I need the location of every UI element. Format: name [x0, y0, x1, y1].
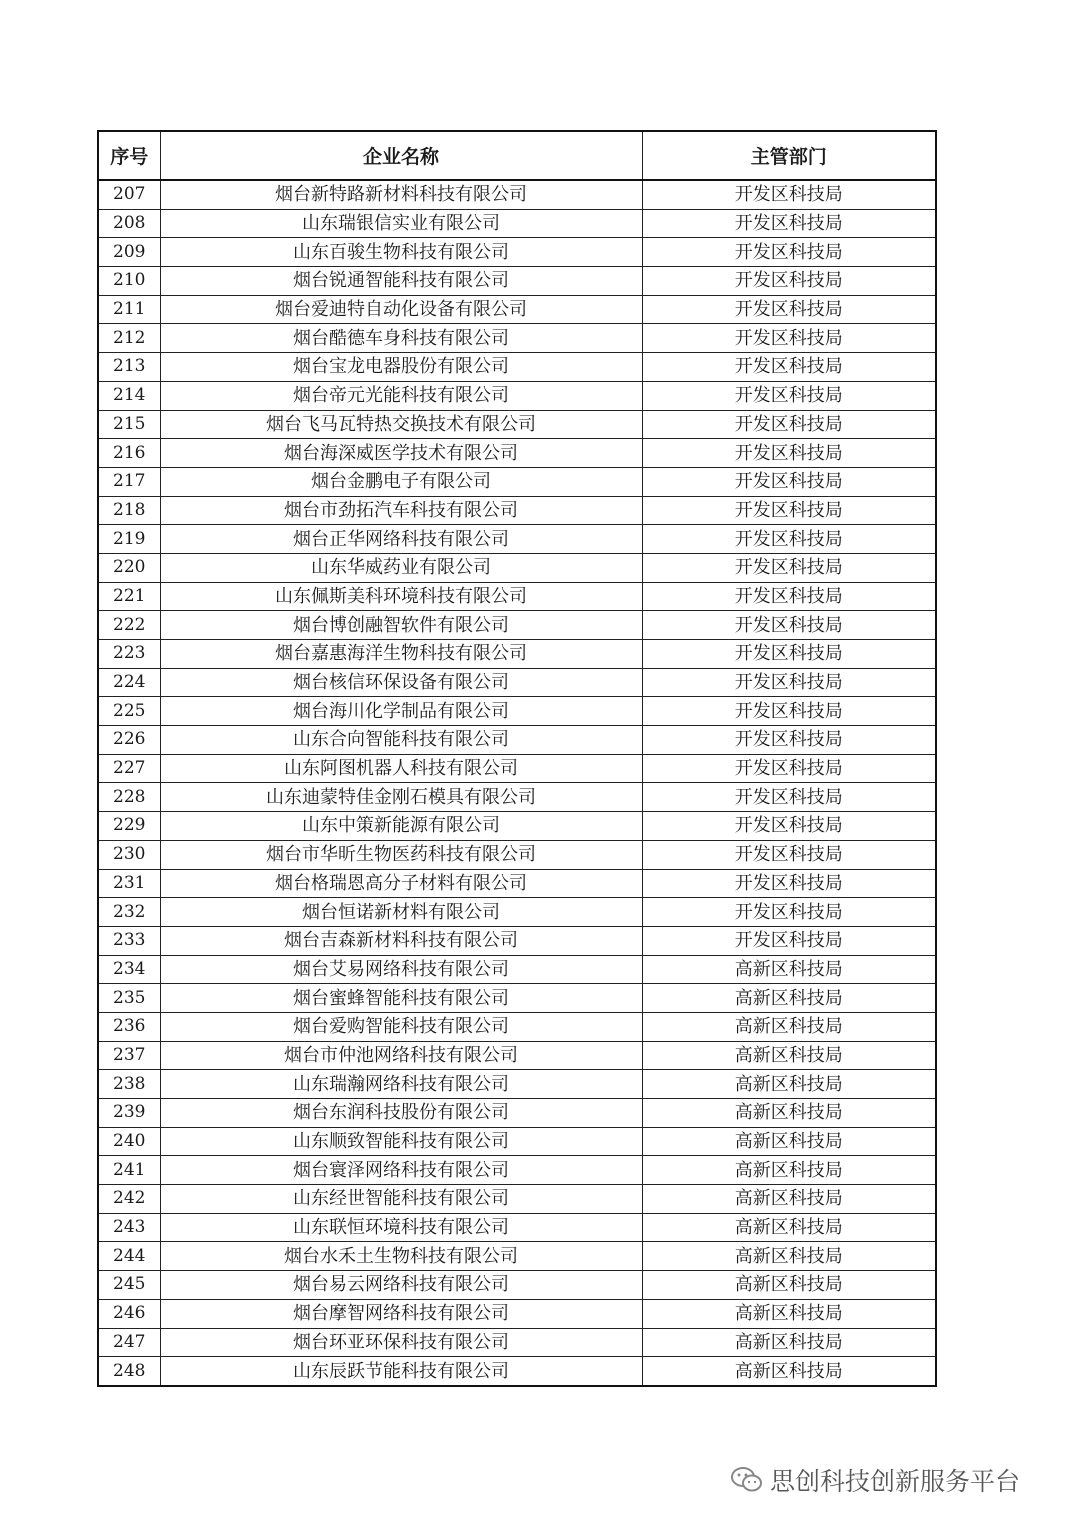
cell-company-name: 烟台金鹏电子有限公司 — [160, 467, 642, 496]
cell-seq: 232 — [98, 898, 160, 927]
header-row — [98, 131, 936, 180]
table-row — [98, 439, 936, 468]
table-row — [98, 1099, 936, 1128]
table-row — [98, 1156, 936, 1185]
cell-company-name: 烟台爱迪特自动化设备有限公司 — [160, 295, 642, 324]
cell-seq: 217 — [98, 467, 160, 496]
cell-company-name: 山东辰跃节能科技有限公司 — [160, 1357, 642, 1386]
cell-company-name: 烟台核信环保设备有限公司 — [160, 668, 642, 697]
cell-company-name: 山东顺致智能科技有限公司 — [160, 1127, 642, 1156]
table-body — [98, 180, 936, 1386]
table-row — [98, 898, 936, 927]
cell-company-name: 烟台酷德车身科技有限公司 — [160, 324, 642, 353]
cell-department: 开发区科技局 — [642, 582, 936, 611]
cell-company-name: 烟台蜜蜂智能科技有限公司 — [160, 984, 642, 1013]
cell-department: 高新区科技局 — [642, 1156, 936, 1185]
cell-company-name: 烟台易云网络科技有限公司 — [160, 1271, 642, 1300]
cell-seq: 241 — [98, 1156, 160, 1185]
header-department: 主管部门 — [642, 131, 936, 180]
cell-seq: 214 — [98, 381, 160, 410]
cell-department: 高新区科技局 — [642, 955, 936, 984]
cell-company-name: 烟台吉森新材料科技有限公司 — [160, 926, 642, 955]
cell-department: 开发区科技局 — [642, 553, 936, 582]
cell-seq: 212 — [98, 324, 160, 353]
cell-company-name: 烟台市劲拓汽车科技有限公司 — [160, 496, 642, 525]
table-row — [98, 180, 936, 209]
cell-department: 开发区科技局 — [642, 640, 936, 669]
cell-seq: 243 — [98, 1213, 160, 1242]
cell-department: 高新区科技局 — [642, 1012, 936, 1041]
table-row — [98, 324, 936, 353]
table-row — [98, 582, 936, 611]
cell-company-name: 烟台博创融智软件有限公司 — [160, 611, 642, 640]
cell-company-name: 山东阿图机器人科技有限公司 — [160, 754, 642, 783]
table-row — [98, 1041, 936, 1070]
cell-department: 开发区科技局 — [642, 381, 936, 410]
cell-company-name: 烟台爱购智能科技有限公司 — [160, 1012, 642, 1041]
cell-department: 高新区科技局 — [642, 1271, 936, 1300]
table-row — [98, 496, 936, 525]
cell-company-name: 烟台恒诺新材料有限公司 — [160, 898, 642, 927]
table-row — [98, 926, 936, 955]
cell-seq: 229 — [98, 812, 160, 841]
cell-seq: 223 — [98, 640, 160, 669]
company-table — [97, 130, 937, 1387]
cell-department: 高新区科技局 — [642, 1328, 936, 1357]
cell-company-name: 烟台正华网络科技有限公司 — [160, 525, 642, 554]
cell-department: 开发区科技局 — [642, 898, 936, 927]
cell-seq: 247 — [98, 1328, 160, 1357]
cell-seq: 240 — [98, 1127, 160, 1156]
cell-seq: 225 — [98, 697, 160, 726]
cell-seq: 235 — [98, 984, 160, 1013]
wechat-icon — [730, 1466, 764, 1494]
table-row — [98, 553, 936, 582]
cell-seq: 244 — [98, 1242, 160, 1271]
table-row — [98, 984, 936, 1013]
cell-department: 开发区科技局 — [642, 926, 936, 955]
cell-department: 高新区科技局 — [642, 1127, 936, 1156]
cell-department: 开发区科技局 — [642, 180, 936, 209]
cell-company-name: 烟台摩智网络科技有限公司 — [160, 1299, 642, 1328]
table-row — [98, 1012, 936, 1041]
header-seq: 序号 — [98, 131, 160, 180]
cell-department: 开发区科技局 — [642, 840, 936, 869]
cell-company-name: 烟台格瑞恩高分子材料有限公司 — [160, 869, 642, 898]
cell-seq: 218 — [98, 496, 160, 525]
table-row — [98, 1213, 936, 1242]
cell-company-name: 山东经世智能科技有限公司 — [160, 1185, 642, 1214]
cell-department: 高新区科技局 — [642, 1099, 936, 1128]
cell-company-name: 烟台宝龙电器股份有限公司 — [160, 353, 642, 382]
cell-company-name: 烟台嘉惠海洋生物科技有限公司 — [160, 640, 642, 669]
cell-seq: 234 — [98, 955, 160, 984]
cell-seq: 209 — [98, 238, 160, 267]
cell-company-name: 山东佩斯美科环境科技有限公司 — [160, 582, 642, 611]
cell-company-name: 山东百骏生物科技有限公司 — [160, 238, 642, 267]
cell-company-name: 山东合向智能科技有限公司 — [160, 726, 642, 755]
table-row — [98, 640, 936, 669]
cell-department: 高新区科技局 — [642, 1213, 936, 1242]
header-company-name: 企业名称 — [160, 131, 642, 180]
cell-department: 开发区科技局 — [642, 754, 936, 783]
cell-seq: 231 — [98, 869, 160, 898]
table-row — [98, 1299, 936, 1328]
cell-department: 开发区科技局 — [642, 812, 936, 841]
table-row — [98, 467, 936, 496]
table-row — [98, 869, 936, 898]
cell-department: 开发区科技局 — [642, 439, 936, 468]
table-row — [98, 353, 936, 382]
cell-company-name: 烟台锐通智能科技有限公司 — [160, 267, 642, 296]
cell-seq: 245 — [98, 1271, 160, 1300]
cell-company-name: 烟台寰泽网络科技有限公司 — [160, 1156, 642, 1185]
cell-seq: 227 — [98, 754, 160, 783]
cell-seq: 242 — [98, 1185, 160, 1214]
cell-company-name: 烟台海深威医学技术有限公司 — [160, 439, 642, 468]
cell-seq: 237 — [98, 1041, 160, 1070]
table-header — [98, 131, 936, 180]
table-row — [98, 955, 936, 984]
cell-department: 开发区科技局 — [642, 611, 936, 640]
cell-seq: 208 — [98, 209, 160, 238]
cell-seq: 233 — [98, 926, 160, 955]
table-row — [98, 812, 936, 841]
cell-seq: 221 — [98, 582, 160, 611]
cell-seq: 224 — [98, 668, 160, 697]
table-row — [98, 295, 936, 324]
cell-seq: 246 — [98, 1299, 160, 1328]
table-row — [98, 1070, 936, 1099]
cell-company-name: 烟台市华昕生物医药科技有限公司 — [160, 840, 642, 869]
cell-seq: 211 — [98, 295, 160, 324]
cell-company-name: 烟台帝元光能科技有限公司 — [160, 381, 642, 410]
table-row — [98, 1271, 936, 1300]
cell-company-name: 烟台新特路新材料科技有限公司 — [160, 180, 642, 209]
cell-company-name: 烟台水禾土生物科技有限公司 — [160, 1242, 642, 1271]
cell-company-name: 山东中策新能源有限公司 — [160, 812, 642, 841]
table-row — [98, 1357, 936, 1386]
cell-department: 开发区科技局 — [642, 525, 936, 554]
cell-company-name: 烟台艾易网络科技有限公司 — [160, 955, 642, 984]
cell-company-name: 山东瑞银信实业有限公司 — [160, 209, 642, 238]
table-row — [98, 1185, 936, 1214]
cell-company-name: 烟台飞马瓦特热交换技术有限公司 — [160, 410, 642, 439]
cell-department: 开发区科技局 — [642, 238, 936, 267]
cell-seq: 213 — [98, 353, 160, 382]
table-row — [98, 726, 936, 755]
cell-department: 开发区科技局 — [642, 267, 936, 296]
cell-department: 高新区科技局 — [642, 1357, 936, 1386]
cell-company-name: 烟台市仲池网络科技有限公司 — [160, 1041, 642, 1070]
cell-department: 开发区科技局 — [642, 353, 936, 382]
cell-seq: 210 — [98, 267, 160, 296]
table-row — [98, 783, 936, 812]
cell-department: 高新区科技局 — [642, 1070, 936, 1099]
cell-department: 开发区科技局 — [642, 869, 936, 898]
table-row — [98, 410, 936, 439]
cell-company-name: 烟台东润科技股份有限公司 — [160, 1099, 642, 1128]
cell-company-name: 烟台海川化学制品有限公司 — [160, 697, 642, 726]
cell-seq: 236 — [98, 1012, 160, 1041]
table-row — [98, 1127, 936, 1156]
cell-seq: 219 — [98, 525, 160, 554]
cell-seq: 207 — [98, 180, 160, 209]
table-row — [98, 209, 936, 238]
cell-department: 高新区科技局 — [642, 984, 936, 1013]
cell-department: 开发区科技局 — [642, 496, 936, 525]
table-row — [98, 697, 936, 726]
table-row — [98, 381, 936, 410]
cell-company-name: 山东瑞瀚网络科技有限公司 — [160, 1070, 642, 1099]
table-row — [98, 1328, 936, 1357]
cell-seq: 222 — [98, 611, 160, 640]
cell-department: 高新区科技局 — [642, 1041, 936, 1070]
cell-company-name: 山东华威药业有限公司 — [160, 553, 642, 582]
cell-department: 开发区科技局 — [642, 324, 936, 353]
cell-department: 开发区科技局 — [642, 467, 936, 496]
cell-seq: 230 — [98, 840, 160, 869]
cell-seq: 226 — [98, 726, 160, 755]
table-row — [98, 267, 936, 296]
cell-department: 开发区科技局 — [642, 295, 936, 324]
table-row — [98, 1242, 936, 1271]
cell-department: 开发区科技局 — [642, 697, 936, 726]
cell-seq: 216 — [98, 439, 160, 468]
cell-department: 开发区科技局 — [642, 209, 936, 238]
cell-department: 高新区科技局 — [642, 1242, 936, 1271]
cell-seq: 248 — [98, 1357, 160, 1386]
cell-department: 高新区科技局 — [642, 1185, 936, 1214]
table-row — [98, 754, 936, 783]
table-row — [98, 840, 936, 869]
cell-company-name: 山东联恒环境科技有限公司 — [160, 1213, 642, 1242]
table-row — [98, 611, 936, 640]
cell-department: 开发区科技局 — [642, 668, 936, 697]
cell-seq: 220 — [98, 553, 160, 582]
cell-department: 开发区科技局 — [642, 726, 936, 755]
cell-company-name: 烟台环亚环保科技有限公司 — [160, 1328, 642, 1357]
table-row — [98, 668, 936, 697]
table-row — [98, 525, 936, 554]
cell-seq: 239 — [98, 1099, 160, 1128]
watermark — [730, 1462, 1020, 1498]
cell-seq: 238 — [98, 1070, 160, 1099]
cell-seq: 215 — [98, 410, 160, 439]
cell-department: 开发区科技局 — [642, 410, 936, 439]
cell-department: 开发区科技局 — [642, 783, 936, 812]
table-row — [98, 238, 936, 267]
cell-company-name: 山东迪蒙特佳金刚石模具有限公司 — [160, 783, 642, 812]
cell-department: 高新区科技局 — [642, 1299, 936, 1328]
watermark-text: 思创科技创新服务平台 — [770, 1467, 1021, 1496]
cell-seq: 228 — [98, 783, 160, 812]
